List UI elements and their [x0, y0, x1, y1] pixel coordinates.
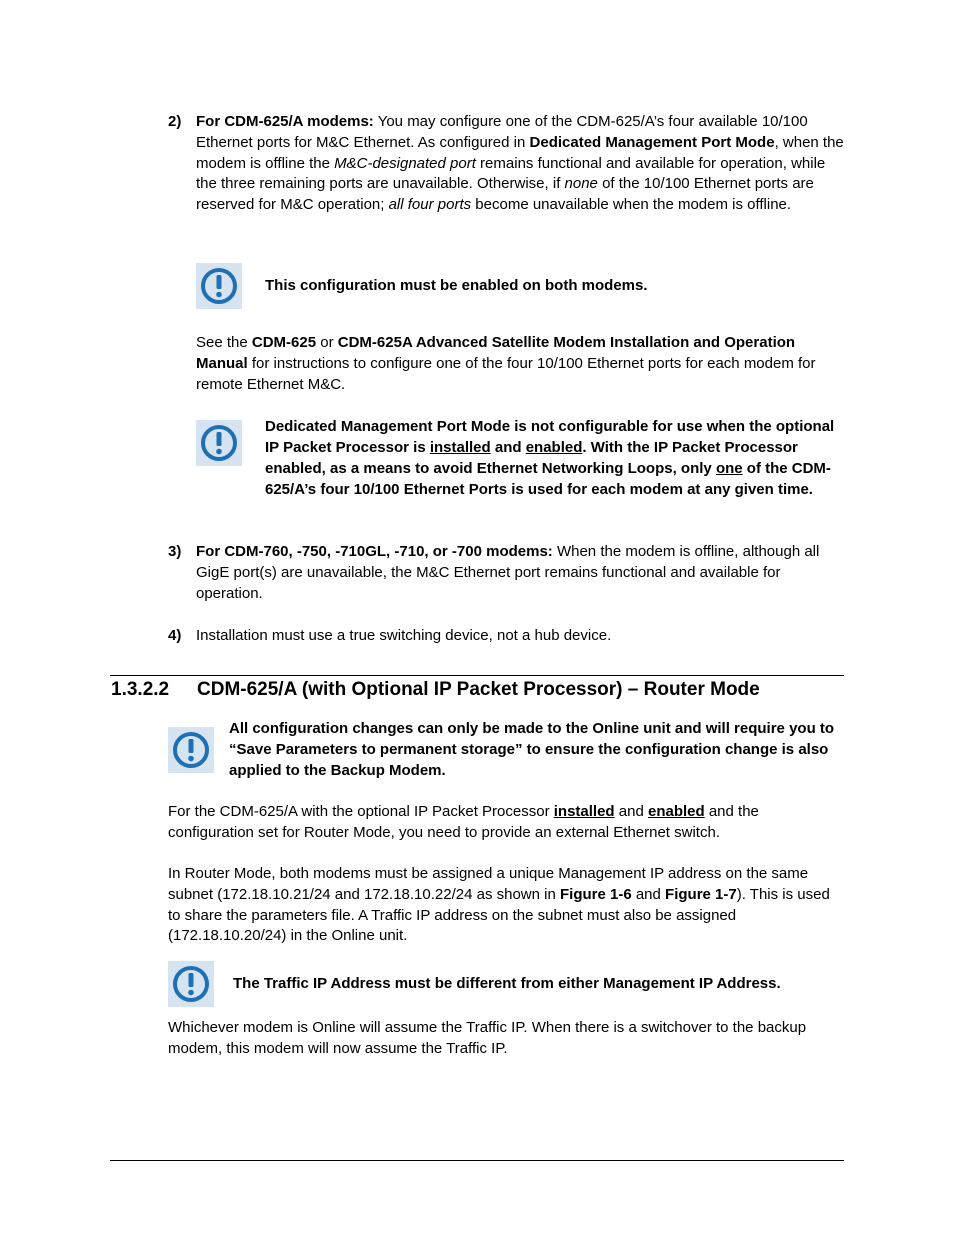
note-text: Dedicated Management Port Mode is not configurable for use when the optional IP Packet Processor is installed and enabled. With the IP Packet Processor enabled, as a means to avoid Ethernet Networking Loops, only one of the CDM-625/A’s four 10/100 Ethernet Ports is used for each modem at any given time. — [265, 418, 835, 498]
section-title: CDM-625/A (with Optional IP Packet Processor) – Router Mode — [197, 679, 760, 700]
list-item-2-text: For CDM-625/A modems: You may configure one of the CDM-625/A’s four available 10/100 Ethernet ports for M&C Ethernet. As configured in Dedicated Management Port Mode, when the modem is offline the M&C-designated port remains functional and available for operation, while the three remaining ports are unavailable. Otherwise, if none of the 10/100 Ethernet ports are reserved for M&C operation; all four ports become unavailable when the modem is offline. — [196, 113, 844, 214]
manual-reference: See the CDM-625 or CDM-625A Advanced Satellite Modem Installation and Operation Manual for instructions to configure one of the four 10/100 Ethernet ports for each modem for remote Ethernet M&C. — [196, 334, 816, 393]
list-item-2-lead: For CDM-625/A modems: — [196, 113, 374, 130]
exclamation-circle-icon — [196, 420, 242, 466]
footer-rule — [110, 1160, 844, 1161]
list-number-2: 2) — [168, 113, 182, 130]
section-number: 1.3.2.2 — [111, 679, 170, 700]
list-item-4-text: Installation must use a true switching device, not a hub device. — [196, 627, 612, 644]
body-paragraph: In Router Mode, both modems must be assigned a unique Management IP address on the same subnet (172.18.10.21/24 and 172.18.10.22/24 as shown in Figure 1-6 and Figure 1-7). This is used to share the parameters file. A Traffic IP address on the subnet must also be assigned (172.18.10.20/24) in the Online unit. — [168, 865, 830, 945]
section-rule — [110, 675, 844, 676]
exclamation-circle-icon — [168, 727, 214, 773]
section-heading — [111, 678, 760, 702]
list-item-3-text: For CDM-760, -750, -710GL, -710, or -700 modems: When the modem is offline, although all GigE port(s) are unavailable, the M&C Ethernet port remains functional and available for operation. — [196, 543, 820, 602]
note-text: All configuration changes can only be made to the Online unit and will require you to “Save Parameters to permanent storage” to ensure the configuration change is also applied to the Backup Modem. — [229, 720, 835, 779]
body-paragraph: For the CDM-625/A with the optional IP Packet Processor installed and enabled and the configuration set for Router Mode, you need to provide an external Ethernet switch. — [168, 803, 759, 841]
list-number-3: 3) — [168, 543, 182, 560]
list-number-4: 4) — [168, 627, 182, 644]
note-text: The Traffic IP Address must be different from either Management IP Address. — [233, 975, 781, 992]
note-text: This configuration must be enabled on both modems. — [265, 277, 648, 294]
body-paragraph: Whichever modem is Online will assume the Traffic IP. When there is a switchover to the backup modem, this modem will now assume the Traffic IP. — [168, 1019, 807, 1057]
exclamation-circle-icon — [168, 961, 214, 1007]
exclamation-circle-icon — [196, 263, 242, 309]
